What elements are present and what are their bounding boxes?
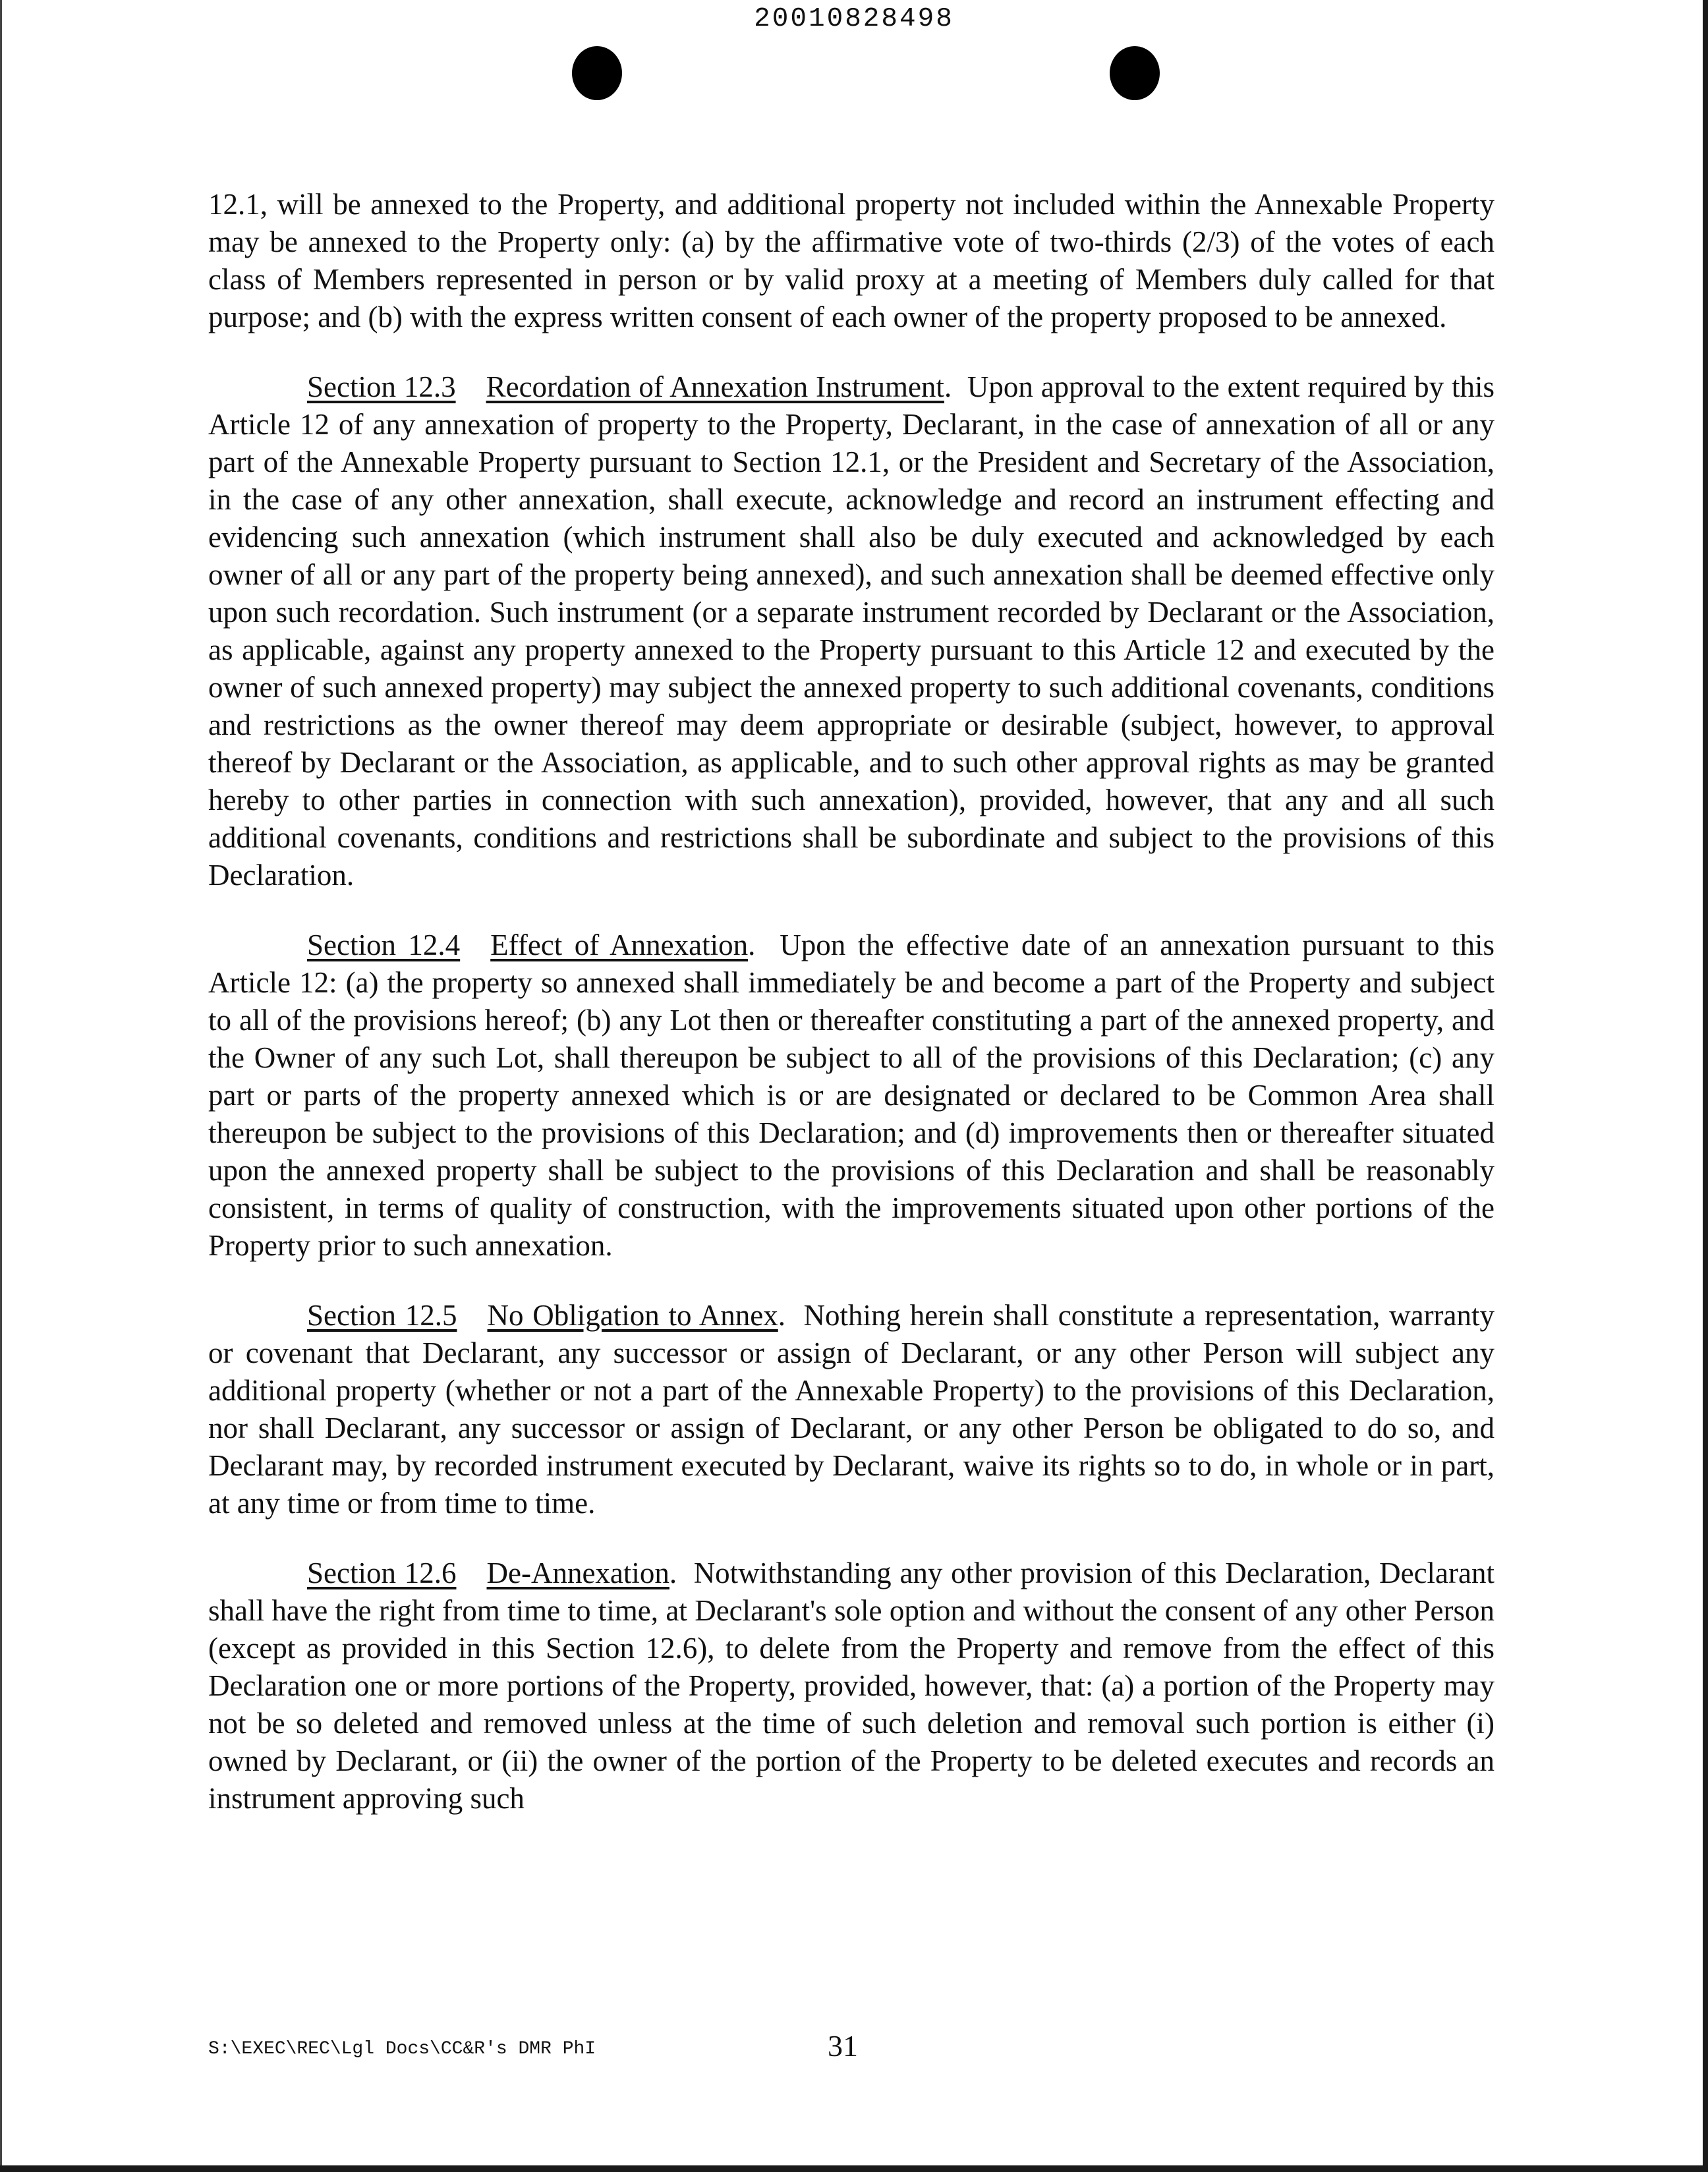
document-number: 20010828498 xyxy=(754,4,954,34)
section-heading: No Obligation to Annex xyxy=(487,1299,778,1332)
document-body xyxy=(208,186,1494,1850)
paragraph-body: 12.1, will be annexed to the Property, and additional property not included within the Annexable Property may be annexed to the Property only: (a) by the affirmative vote of two-thirds (2/3) of the votes of each class of Members represented in person or by valid proxy at a meeting of Members duly called for that purpose; and (b) with the express written consent of each owner of the property proposed to be annexed. xyxy=(208,188,1494,333)
registration-mark-right xyxy=(1110,46,1160,100)
scan-edge-left xyxy=(0,0,2,2172)
section-label: Section 12.3 xyxy=(307,370,456,403)
section-label: Section 12.4 xyxy=(307,929,461,961)
scan-edge-bottom xyxy=(0,2165,1708,2172)
section-12-3: Section 12.3 Recordation of Annexation Instrument. Upon approval to the extent required by this Article 12 of any annexation of property to the Property, Declarant, in the case of annexation of all or any part of the Annexable Property pursuant to Section 12.1, or the President and Secretary of the Association, in the case of any other annexation, shall execute, acknowledge and record an instrument effecting and evidencing such annexation (which instrument shall also be duly executed and acknowledged by each owner of all or any part of the property being annexed), and such annexation shall be deemed effective only upon such recordation. Such instrument (or a separate instrument recorded by Declarant or the Association, as applicable, against any property annexed to the Property pursuant to this Article 12 and executed by the owner of such annexed property) may subject the annexed property to such additional covenants, conditions and restrictions as the owner thereof may deem appropriate or desirable (subject, however, to approval thereof by Declarant or the Association, as applicable, and to such other approval rights as may be granted hereby to other parties in connection with such annexation), provided, however, that any and all such additional covenants, conditions and restrictions shall be subordinate and subject to the provisions of this Declaration. xyxy=(208,370,1495,892)
section-label: Section 12.5 xyxy=(307,1299,457,1332)
footer-file-path: S:\EXEC\REC\Lgl Docs\CC&R's DMR PhI xyxy=(208,2039,596,2059)
section-body: Notwithstanding any other provision of this Declaration, Declarant shall have the right from time to time, at Declarant's sole option and without the consent of any other Person (except as provided in this Section 12.6), to delete from the Property and remove from the effect of this Declaration one or more portions of the Property, provided, however, that: (a) a portion of the Property may not be so deleted and removed unless at the time of such deletion and removal such portion is either (i) owned by Declarant, or (ii) the owner of the portion of the Property to be deleted executes and records an instrument approving such xyxy=(208,1557,1494,1815)
section-heading: De-Annexation xyxy=(486,1557,669,1589)
section-body: Nothing herein shall constitute a representation, warranty or covenant that Declarant, any successor or assign of Declarant, or any other Person will subject any additional property (whether or not a part of the Annexable Property) to the provisions of this Declaration, nor shall Declarant, any successor or assign of Declarant, or any other Person be obligated to do so, and Declarant may, by recorded instrument executed by Declarant, waive its rights so to do, in whole or in part, at any time or from time to time. xyxy=(208,1299,1495,1520)
section-12-6: Section 12.6 De-Annexation. Notwithstanding any other provision of this Declaration, Declarant shall have the right from time to time, at Declarant's sole option and without the consent of any other Person (except as provided in this Section 12.6), to delete from the Property and remove from the effect of this Declaration one or more portions of the Property, provided, however, that: (a) a portion of the Property may not be so deleted and removed unless at the time of such deletion and removal such portion is either (i) owned by Declarant, or (ii) the owner of the portion of the Property to be deleted executes and records an instrument approving such xyxy=(208,1557,1494,1815)
scan-edge-right xyxy=(1703,0,1708,2172)
registration-mark-left xyxy=(572,46,622,100)
section-12-4: Section 12.4 Effect of Annexation. Upon the effective date of an annexation pursuant to this Article 12: (a) the property so annexed shall immediately be and become a part of the Property and subject to all of the provisions hereof; (b) any Lot then or thereafter constituting a part of the annexed property, and the Owner of any such Lot, shall thereupon be subject to all of the provisions of this Declaration; (c) any part or parts of the property annexed which is or are designated or declared to be Common Area shall thereupon be subject to the provisions of this Declaration; and (d) improvements then or thereafter situated upon the annexed property shall be subject to the provisions of this Declaration and shall be reasonably consistent, in terms of quality of construction, with the improvements situated upon other portions of the Property prior to such annexation. xyxy=(208,929,1494,1262)
section-12-5: Section 12.5 No Obligation to Annex. Nothing herein shall constitute a representation, warranty or covenant that Declarant, any successor or assign of Declarant, or any other Person will subject any additional property (whether or not a part of the Annexable Property) to the provisions of this Declaration, nor shall Declarant, any successor or assign of Declarant, or any other Person be obligated to do so, and Declarant may, by recorded instrument executed by Declarant, waive its rights so to do, in whole or in part, at any time or from time to time. xyxy=(208,1299,1495,1520)
section-body: Upon approval to the extent required by this Article 12 of any annexation of property to the Property, Declarant, in the case of annexation of all or any part of the Annexable Property pursuant to Section 12.1, or the President and Secretary of the Association, in the case of any other annexation, shall execute, acknowledge and record an instrument effecting and evidencing such annexation (which instrument shall also be duly executed and acknowledged by each owner of all or any part of the property being annexed), and such annexation shall be deemed effective only upon such recordation. Such instrument (or a separate instrument recorded by Declarant or the Association, as applicable, against any property annexed to the Property pursuant to this Article 12 and executed by the owner of such annexed property) may subject the annexed property to such additional covenants, conditions and restrictions as the owner thereof may deem appropriate or desirable (subject, however, to approval thereof by Declarant or the Association, as applicable, and to such other approval rights as may be granted hereby to other parties in connection with such annexation), provided, however, that any and all such additional covenants, conditions and restrictions shall be subordinate and subject to the provisions of this Declaration. xyxy=(208,370,1495,892)
section-heading: Effect of Annexation xyxy=(490,929,749,961)
paragraph-12-2-continued xyxy=(208,186,1494,336)
section-label: Section 12.6 xyxy=(307,1557,457,1589)
section-body: Upon the effective date of an annexation pursuant to this Article 12: (a) the property so annexed shall immediately be and become a part of the Property and subject to all of the provisions hereof; (b) any Lot then or thereafter constituting a part of the annexed property, and the Owner of any such Lot, shall thereupon be subject to all of the provisions of this Declaration; (c) any part or parts of the property annexed which is or are designated or declared to be Common Area shall thereupon be subject to the provisions of this Declaration; and (d) improvements then or thereafter situated upon the annexed property shall be subject to the provisions of this Declaration and shall be reasonably consistent, in terms of quality of construction, with the improvements situated upon other portions of the Property prior to such annexation. xyxy=(208,929,1494,1262)
page-number: 31 xyxy=(828,2029,858,2063)
section-heading: Recordation of Annexation Instrument xyxy=(486,370,944,403)
